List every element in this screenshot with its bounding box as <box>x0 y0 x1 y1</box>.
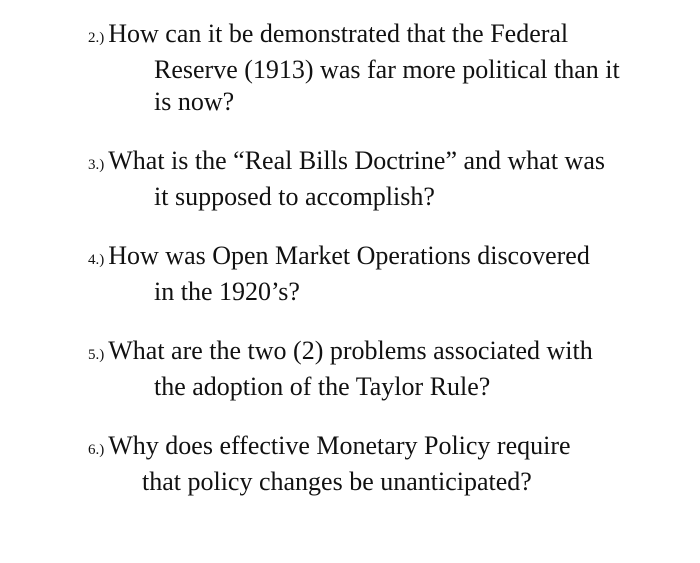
question-line <box>88 181 605 213</box>
question-line <box>88 276 590 308</box>
question-number: 5.) <box>88 347 105 363</box>
question-text: Why does effective Monetary Policy require <box>108 431 571 460</box>
question-4 <box>88 240 590 308</box>
question-text: How can it be demonstrated that the Federal <box>108 19 569 48</box>
question-text: is now? <box>154 87 235 116</box>
question-text: the adoption of the Taylor Rule? <box>154 372 491 401</box>
question-6 <box>88 430 571 498</box>
question-text: How was Open Market Operations discovered <box>108 241 590 270</box>
question-text: Reserve (1913) was far more political than it <box>154 55 620 84</box>
question-text: What is the “Real Bills Doctrine” and what was <box>108 146 605 175</box>
question-2 <box>88 18 620 118</box>
question-text: What are the two (2) problems associated with <box>108 336 593 365</box>
question-line <box>88 430 571 466</box>
question-line <box>88 54 620 86</box>
question-text: in the 1920’s? <box>154 277 300 306</box>
question-text: that policy changes be unanticipated? <box>142 467 532 496</box>
question-number: 4.) <box>88 252 105 268</box>
question-line <box>88 240 590 276</box>
question-line <box>88 18 620 54</box>
question-number: 2.) <box>88 30 105 46</box>
question-3 <box>88 145 605 213</box>
question-line <box>88 86 620 118</box>
question-line <box>88 335 593 371</box>
question-text: it supposed to accomplish? <box>154 182 435 211</box>
question-5 <box>88 335 593 403</box>
question-line <box>88 466 571 498</box>
question-line <box>88 145 605 181</box>
question-number: 3.) <box>88 157 105 173</box>
question-line <box>88 371 593 403</box>
question-number: 6.) <box>88 442 105 458</box>
